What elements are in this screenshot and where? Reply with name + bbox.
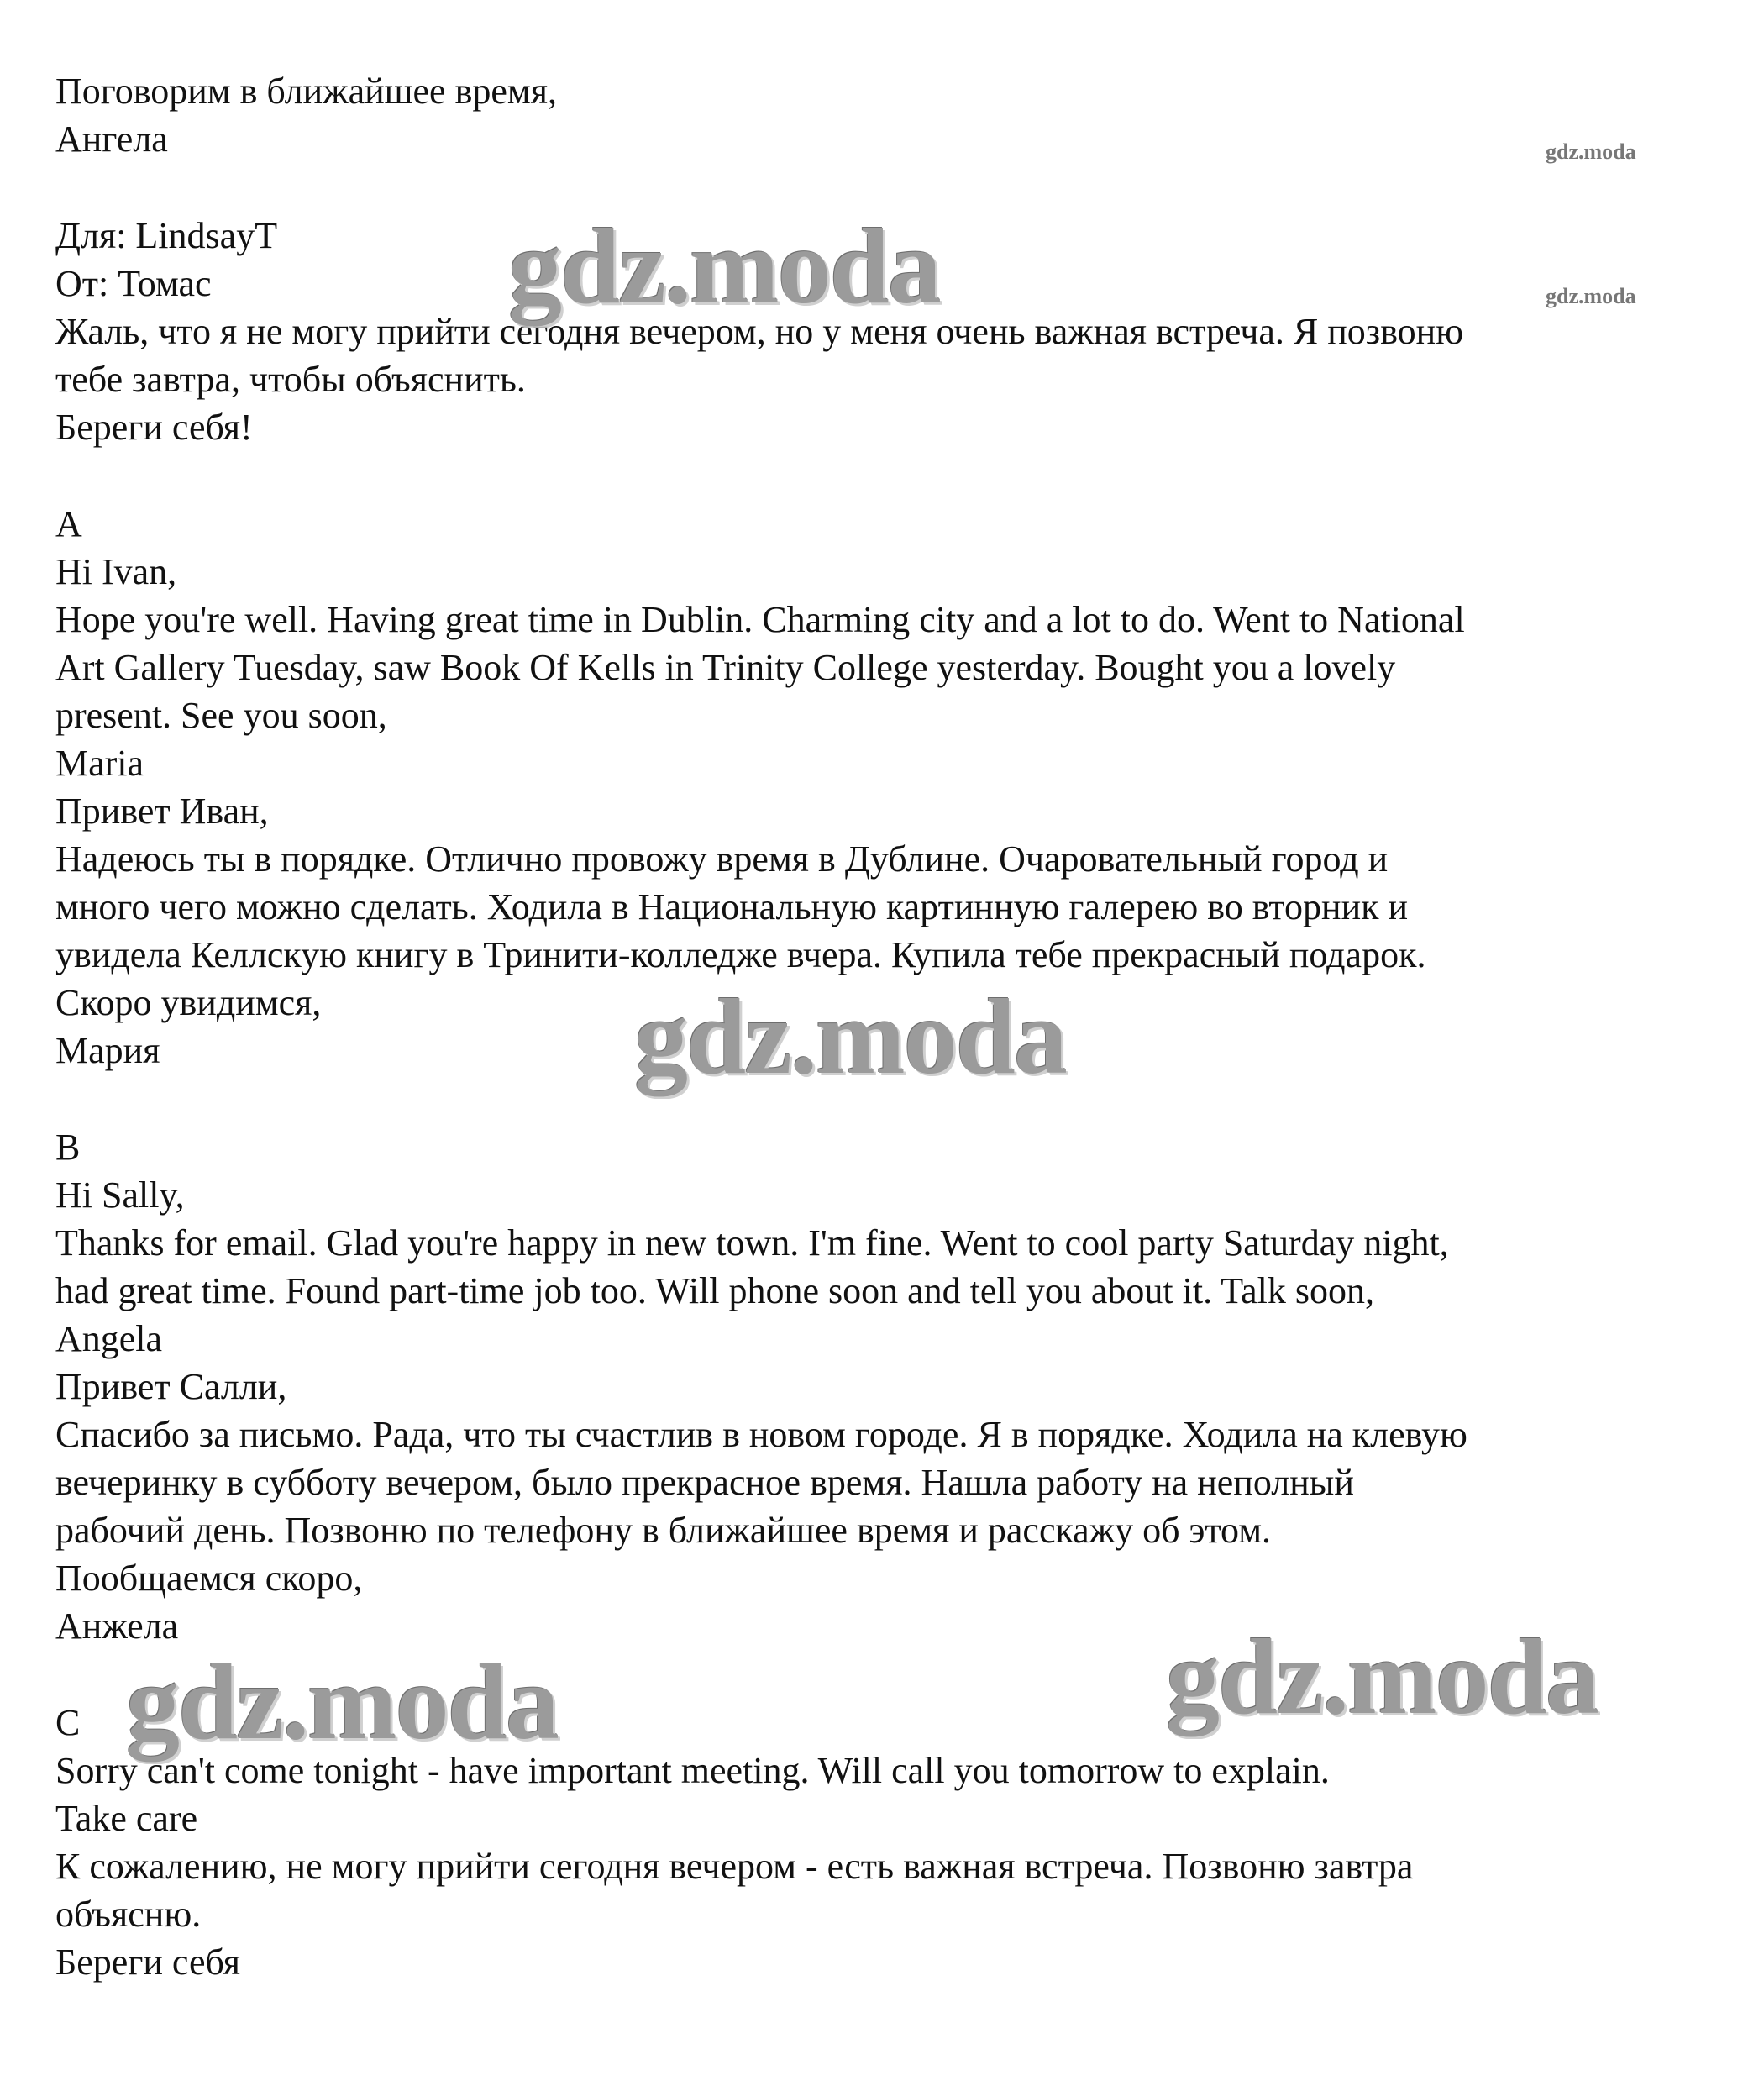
section-a-ru-body-line-3: увидела Келлскую книгу в Тринити-колледже вчера. Купила тебе прекрасный подарок. xyxy=(55,934,1426,975)
section-c-letter: C xyxy=(55,1702,81,1743)
section-b-en-greeting: Hi Sally, xyxy=(55,1174,185,1216)
watermark-large-3: gdz.moda xyxy=(126,1642,558,1762)
watermark-small-1: gdz.moda xyxy=(1546,139,1636,164)
section-c-en-signoff: Take care xyxy=(55,1798,198,1839)
watermark-large-2: gdz.moda xyxy=(634,977,1066,1096)
watermark-small-2: gdz.moda xyxy=(1546,284,1636,308)
intro-body-line-2: тебе завтра, чтобы объяснить. xyxy=(55,359,526,400)
section-c-ru-signoff: Береги себя xyxy=(55,1941,241,1983)
section-a-letter: A xyxy=(55,503,82,544)
section-a-en-body-line-1: Hope you're well. Having great time in Dublin. Charming city and a lot to do. Went to National xyxy=(55,599,1465,640)
section-a-ru-body-line-4: Скоро увидимся, xyxy=(55,982,322,1023)
section-a-en-body-line-2: Art Gallery Tuesday, saw Book Of Kells in Trinity College yesterday. Bought you a lovely xyxy=(55,647,1396,688)
section-b-ru-body-line-1: Спасибо за письмо. Рада, что ты счастлив в новом городе. Я в порядке. Ходила на клевую xyxy=(55,1414,1467,1455)
section-b-en-body-line-2: had great time. Found part-time job too. Will phone soon and tell you about it. Talk soon, xyxy=(55,1270,1374,1311)
section-a-en-greeting: Hi Ivan, xyxy=(55,551,177,592)
watermark-large-4: gdz.moda xyxy=(1166,1617,1598,1736)
section-b-letter: B xyxy=(55,1127,81,1168)
section-b-ru-body-line-2: вечеринку в субботу вечером, было прекрасное время. Нашла работу на неполный xyxy=(55,1462,1354,1503)
section-a-ru-signature: Мария xyxy=(55,1030,160,1071)
intro-signature: Ангела xyxy=(55,118,168,160)
section-a-ru-body-line-2: много чего можно сделать. Ходила в Национальную картинную галерею во вторник и xyxy=(55,886,1409,927)
section-a-ru-body-line-1: Надеюсь ты в порядке. Отлично провожу время в Дублине. Очаровательный город и xyxy=(55,838,1389,880)
section-a-en-body-line-3: present. See you soon, xyxy=(55,695,387,736)
watermark-large-1: gdz.moda xyxy=(508,207,940,326)
section-c-ru-body-line-1: К сожалению, не могу прийти сегодня вечером - есть важная встреча. Позвоню завтра xyxy=(55,1846,1414,1887)
section-c-ru-body-line-2: объясню. xyxy=(55,1894,202,1935)
section-b-ru-signature: Анжела xyxy=(55,1605,179,1647)
section-a-en-signature: Maria xyxy=(55,743,144,784)
intro-signoff: Береги себя! xyxy=(55,407,253,448)
section-b-ru-body-line-4: Пообщаемся скоро, xyxy=(55,1558,363,1599)
intro-from: От: Томас xyxy=(55,263,212,304)
section-b-en-body-line-1: Thanks for email. Glad you're happy in new town. I'm fine. Went to cool party Saturday night, xyxy=(55,1222,1449,1264)
intro-to: Для: LindsayT xyxy=(55,215,278,256)
section-b-en-signature: Angela xyxy=(55,1318,163,1359)
intro-body-line-1: Жаль, что я не могу прийти сегодня вечером, но у меня очень важная встреча. Я позвоню xyxy=(55,311,1464,352)
intro-closing: Поговорим в ближайшее время, xyxy=(55,71,557,112)
section-a-ru-greeting: Привет Иван, xyxy=(55,791,269,832)
section-c-en-body-line-1: Sorry can't come tonight - have important meeting. Will call you tomorrow to explain. xyxy=(55,1750,1330,1791)
section-b-ru-greeting: Привет Салли, xyxy=(55,1366,287,1407)
section-b-ru-body-line-3: рабочий день. Позвоню по телефону в ближайшее время и расскажу об этом. xyxy=(55,1510,1272,1551)
